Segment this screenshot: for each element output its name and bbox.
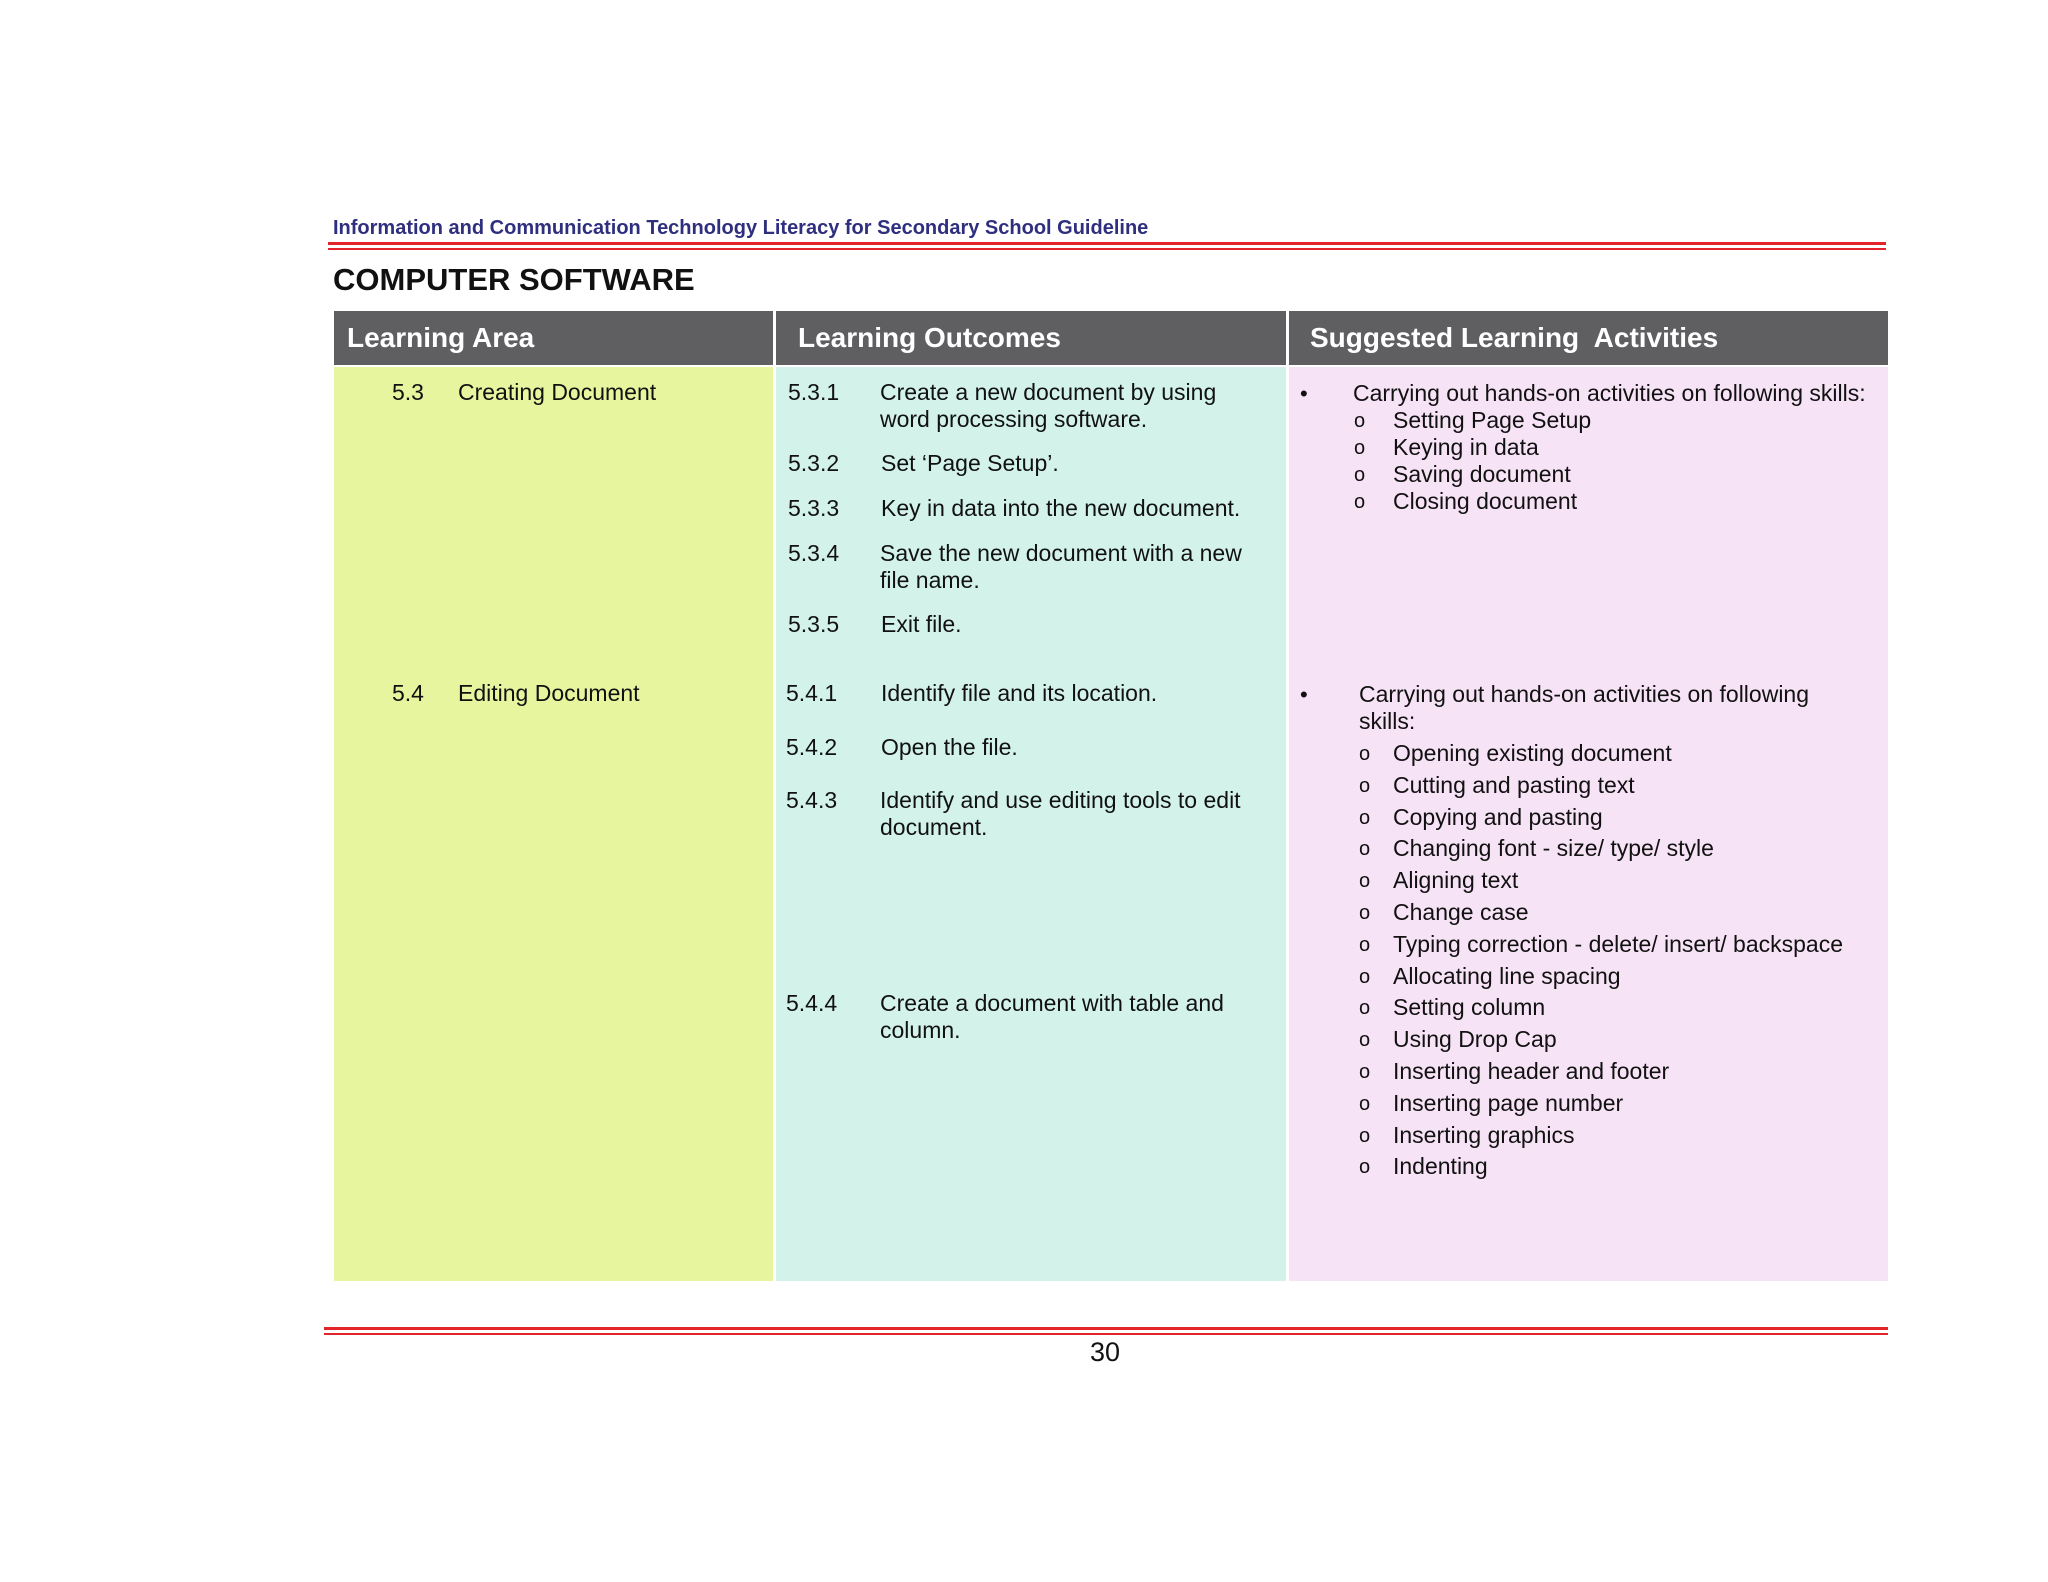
column-header-learning-outcomes — [776, 311, 1286, 365]
column-header-label: Suggested Learning Activities — [1310, 322, 1719, 353]
activity-sub-bullet: o — [1354, 491, 1366, 513]
activity-sub-bullet: o — [1359, 775, 1371, 797]
outcome-number: 5.3.1 — [788, 379, 840, 405]
activity-sub-bullet: o — [1359, 1156, 1371, 1178]
column-header-activities — [1289, 311, 1888, 365]
document-header-title: Information and Communication Technology Literacy for Secondary School Guideline — [333, 217, 1149, 239]
activity-bullet: • — [1300, 682, 1308, 707]
learning-area-title: Creating Document — [458, 379, 657, 405]
activity-item: Inserting graphics — [1393, 1122, 1575, 1148]
activity-item: Inserting header and footer — [1393, 1058, 1670, 1084]
activity-intro: Carrying out hands-on activities on following skills: — [1353, 380, 1866, 406]
outcome-number: 5.3.5 — [788, 611, 840, 637]
learning-area-number: 5.4 — [392, 680, 424, 706]
outcome-number: 5.3.2 — [788, 450, 840, 476]
activity-item: Changing font - size/ type/ style — [1393, 835, 1714, 861]
learning-area-column — [334, 367, 773, 1281]
outcome-number: 5.4.3 — [786, 787, 838, 813]
activity-item: Setting column — [1393, 994, 1546, 1020]
activity-item: Using Drop Cap — [1393, 1026, 1557, 1052]
outcome-text: Create a document with table and column. — [880, 990, 1224, 1043]
activity-sub-bullet: o — [1359, 902, 1371, 924]
outcome-text: Create a new document by using word processing software. — [880, 379, 1217, 432]
section-title: COMPUTER SOFTWARE — [333, 262, 695, 297]
column-header-label: Learning Area — [347, 322, 535, 353]
outcome-number: 5.3.3 — [788, 495, 840, 521]
outcome-text: Save the new document with a new file name. — [880, 540, 1242, 593]
outcome-text: Exit file. — [881, 611, 962, 637]
activity-intro: Carrying out hands-on activities on following skills: — [1359, 681, 1810, 734]
outcome-number: 5.4.2 — [786, 734, 838, 760]
activity-item: Copying and pasting — [1393, 804, 1603, 830]
outcome-number: 5.4.4 — [786, 990, 838, 1016]
activity-sub-bullet: o — [1359, 870, 1371, 892]
outcome-number: 5.3.4 — [788, 540, 840, 566]
activity-sub-bullet: o — [1354, 437, 1366, 459]
activity-item: Cutting and pasting text — [1393, 772, 1635, 798]
column-header-learning-area — [334, 311, 773, 365]
outcome-number: 5.4.1 — [786, 680, 838, 706]
footer-rule-bottom — [324, 1333, 1888, 1335]
outcome-text: Identify file and its location. — [881, 680, 1158, 706]
activity-item: Setting Page Setup — [1393, 407, 1592, 433]
outcome-text: Set ‘Page Setup’. — [881, 450, 1059, 476]
activity-item: Typing correction - delete/ insert/ backspace — [1393, 931, 1844, 957]
activity-sub-bullet: o — [1359, 1125, 1371, 1147]
activity-sub-bullet: o — [1359, 934, 1371, 956]
activity-sub-bullet: o — [1354, 464, 1366, 486]
column-header-label: Learning Outcomes — [798, 322, 1061, 353]
activity-bullet: • — [1300, 381, 1308, 406]
activity-item: Inserting page number — [1393, 1090, 1624, 1116]
page-number: 30 — [1090, 1337, 1121, 1367]
activity-sub-bullet: o — [1359, 1061, 1371, 1083]
outcome-text: Identify and use editing tools to edit document. — [880, 787, 1241, 840]
outcome-text: Open the file. — [881, 734, 1018, 760]
activity-sub-bullet: o — [1359, 1093, 1371, 1115]
activity-item: Indenting — [1393, 1153, 1488, 1179]
activity-sub-bullet: o — [1359, 807, 1371, 829]
activity-sub-bullet: o — [1354, 410, 1366, 432]
activity-item: Keying in data — [1393, 434, 1539, 460]
activity-item: Aligning text — [1393, 867, 1519, 893]
learning-area-number: 5.3 — [392, 379, 424, 405]
activity-item: Change case — [1393, 899, 1529, 925]
outcome-text: Key in data into the new document. — [881, 495, 1241, 521]
footer-rule-top — [324, 1327, 1888, 1330]
activity-sub-bullet: o — [1359, 997, 1371, 1019]
activity-sub-bullet: o — [1359, 838, 1371, 860]
header-rule-bottom — [328, 248, 1886, 250]
learning-area-title: Editing Document — [458, 680, 640, 706]
activity-sub-bullet: o — [1359, 966, 1371, 988]
activity-item: Opening existing document — [1393, 740, 1672, 766]
activity-item: Saving document — [1393, 461, 1571, 487]
activity-item: Closing document — [1393, 488, 1578, 514]
activity-sub-bullet: o — [1359, 1029, 1371, 1051]
activity-item: Allocating line spacing — [1393, 963, 1621, 989]
header-rule-top — [328, 242, 1886, 245]
activity-sub-bullet: o — [1359, 743, 1371, 765]
